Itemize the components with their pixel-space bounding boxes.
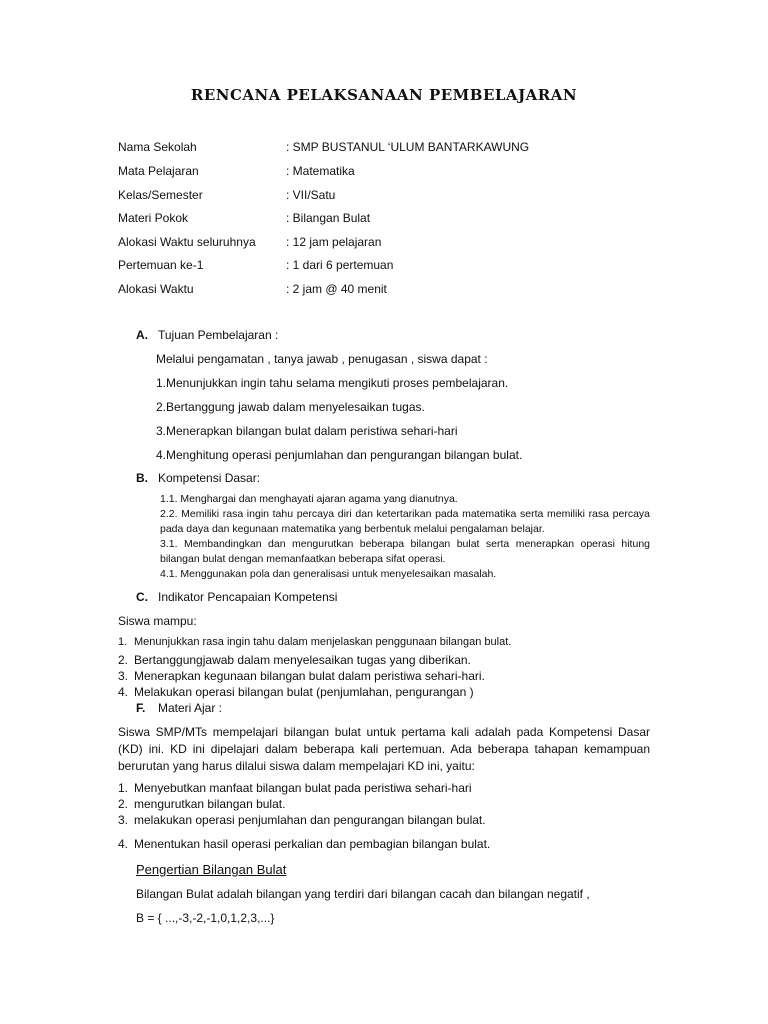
identity-row-topic <box>118 211 678 229</box>
item-number: 4. <box>118 837 129 851</box>
identity-value: : 1 dari 6 pertemuan <box>286 258 394 272</box>
section-letter: F. <box>136 701 146 715</box>
section-title: Kompetensi Dasar: <box>158 471 261 485</box>
identity-label: Materi Pokok <box>118 211 189 225</box>
identity-row-class <box>118 188 678 206</box>
item-number: 2. <box>118 653 129 667</box>
indicator-item <box>118 685 474 699</box>
identity-label: Nama Sekolah <box>118 140 197 154</box>
item-number: 4. <box>118 685 129 699</box>
identity-row-school <box>118 140 678 158</box>
item-number: 3. <box>118 813 129 827</box>
item-text: Menerapkan kegunaan bilangan bulat dalam peristiwa sehari-hari. <box>134 669 485 683</box>
item-number: 1. <box>118 781 129 795</box>
indicator-item <box>118 653 471 667</box>
indicator-item <box>118 669 485 683</box>
indicator-item <box>118 636 511 648</box>
identity-row-meeting <box>118 258 678 276</box>
identity-value: : Bilangan Bulat <box>286 211 371 225</box>
identity-label: Pertemuan ke-1 <box>118 258 204 272</box>
item-text: Menentukan hasil operasi perkalian dan pembagian bilangan bulat. <box>134 837 491 851</box>
item-text: melakukan operasi penjumlahan dan pengurangan bilangan bulat. <box>134 813 486 827</box>
section-title: Tujuan Pembelajaran : <box>158 328 279 342</box>
item-number: 2. <box>118 797 129 811</box>
item-text: Bertanggungjawab dalam menyelesaikan tugas yang diberikan. <box>134 653 471 667</box>
objective-item: 4.Menghitung operasi penjumlahan dan pengurangan bilangan bulat. <box>156 448 523 462</box>
identity-label: Alokasi Waktu seluruhnya <box>118 235 256 249</box>
section-letter: C. <box>136 590 148 604</box>
objective-item: 1.Menunjukkan ingin tahu selama mengikuti proses pembelajaran. <box>156 376 509 390</box>
stage-item <box>118 797 285 811</box>
section-letter: A. <box>136 328 148 342</box>
identity-row-total-time <box>118 235 678 253</box>
stage-item <box>118 837 490 851</box>
section-f-heading <box>136 701 222 715</box>
identity-label: Kelas/Semester <box>118 188 203 202</box>
identity-value: : 2 jam @ 40 menit <box>286 282 387 296</box>
competency-item: 2.2. Memiliki rasa ingin tahu percaya diri dan ketertarikan pada matematika serta memiliki rasa percaya pada daya dan kegunaan matematika yang berbentuk melalui pengalaman belajar. <box>160 508 650 535</box>
section-c-heading <box>136 590 337 604</box>
identity-value: : SMP BUSTANUL ‘ULUM BANTARKAWUNG <box>286 140 530 154</box>
identity-label: Mata Pelajaran <box>118 164 199 178</box>
competency-item: 1.1. Menghargai dan menghayati ajaran agama yang dianutnya. <box>160 493 458 505</box>
item-number: 1. <box>118 636 128 648</box>
identity-row-time <box>118 282 678 300</box>
competency-item: 4.1. Menggunakan pola dan generalisasi untuk menyelesaikan masalah. <box>160 568 497 580</box>
document-title: RENCANA PELAKSANAAN PEMBELAJARAN <box>190 86 578 104</box>
item-text: mengurutkan bilangan bulat. <box>134 797 286 811</box>
definition-text: Bilangan Bulat adalah bilangan yang terdiri dari bilangan cacah dan bilangan negatif , <box>136 887 590 901</box>
identity-value: : 12 jam pelajaran <box>286 235 382 249</box>
identity-label: Alokasi Waktu <box>118 282 194 296</box>
section-b-heading <box>136 471 260 485</box>
objective-item: 3.Menerapkan bilangan bulat dalam peristiwa sehari-hari <box>156 424 458 438</box>
competency-list <box>160 492 650 582</box>
item-text: Menyebutkan manfaat bilangan bulat pada peristiwa sehari-hari <box>134 781 472 795</box>
item-number: 3. <box>118 669 129 683</box>
identity-value: : Matematika <box>286 164 355 178</box>
identity-row-subject <box>118 164 678 182</box>
item-text: Menunjukkan rasa ingin tahu dalam menjelaskan penggunaan bilangan bulat. <box>134 636 512 648</box>
definition-heading: Pengertian Bilangan Bulat <box>136 862 287 877</box>
identity-value: : VII/Satu <box>286 188 336 202</box>
section-title: Indikator Pencapaian Kompetensi <box>158 590 338 604</box>
section-letter: B. <box>136 471 148 485</box>
materi-paragraph <box>118 724 650 775</box>
section-title: Materi Ajar : <box>158 701 223 715</box>
section-a-intro: Melalui pengamatan , tanya jawab , penugasan , siswa dapat : <box>156 352 488 366</box>
paragraph-text: Siswa SMP/MTs mempelajari bilangan bulat untuk pertama kali adalah pada Kompetensi Dasar (KD) ini. KD ini dipelajari dalam beberapa kali pertemuan. Ada beberapa tahapan kemampuan berurutan yang harus dilalui siswa dalam mempelajari KD ini, yaitu: <box>118 725 650 773</box>
item-text: Melakukan operasi bilangan bulat (penjumlahan, pengurangan ) <box>134 685 474 699</box>
stage-item <box>118 781 472 795</box>
objective-item: 2.Bertanggung jawab dalam menyelesaikan tugas. <box>156 400 425 414</box>
section-a-heading <box>136 328 278 342</box>
integer-set-formula: B = { ...,-3,-2,-1,0,1,2,3,...} <box>136 911 275 925</box>
competency-item: 3.1. Membandingkan dan mengurutkan beberapa bilangan bulat serta menerapkan operasi hitung bilangan bulat dengan memanfaatkan beberapa sifat operasi. <box>160 538 650 565</box>
stage-item <box>118 813 486 827</box>
students-able-label: Siswa mampu: <box>118 614 197 628</box>
